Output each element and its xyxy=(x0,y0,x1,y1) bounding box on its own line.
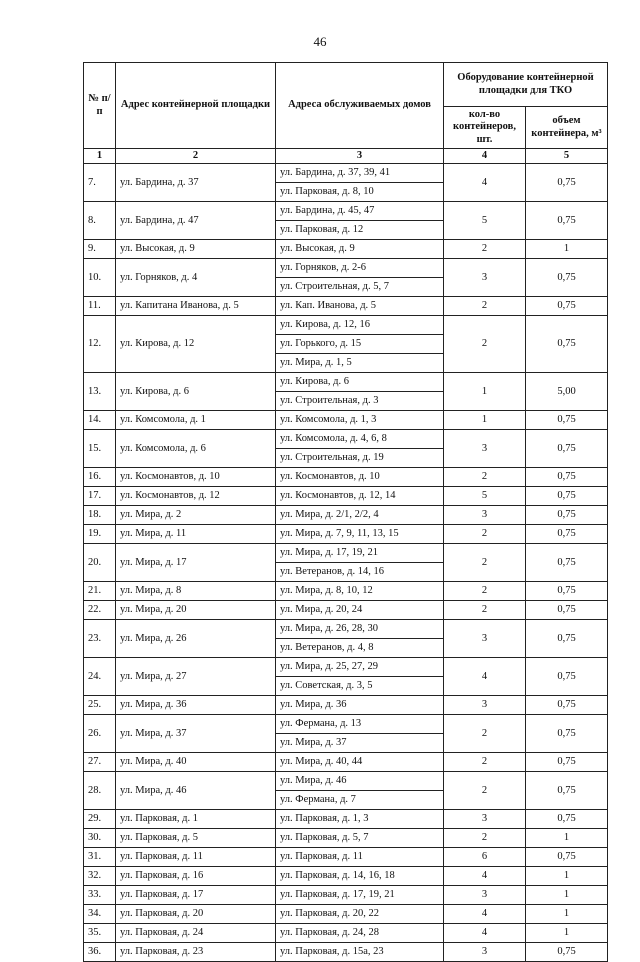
site-address: ул. Мира, д. 2 xyxy=(116,506,276,525)
served-house-line: ул. Парковая, д. 8, 10 xyxy=(280,186,374,197)
served-houses xyxy=(276,506,444,525)
container-volume: 5,00 xyxy=(526,373,608,411)
table-row xyxy=(84,259,608,297)
site-address: ул. Комсомола, д. 6 xyxy=(116,430,276,468)
served-houses xyxy=(276,658,444,696)
index-cell: 4 xyxy=(444,149,526,164)
table-row xyxy=(84,924,608,943)
served-houses xyxy=(276,696,444,715)
row-number: 35. xyxy=(84,924,116,943)
container-count: 5 xyxy=(444,487,526,506)
container-count: 2 xyxy=(444,316,526,373)
container-volume: 0,75 xyxy=(526,202,608,240)
container-volume: 0,75 xyxy=(526,715,608,753)
container-volume: 0,75 xyxy=(526,411,608,430)
container-count: 3 xyxy=(444,620,526,658)
served-house-line: ул. Мира, д. 40, 44 xyxy=(280,756,363,767)
served-house-line: ул. Строительная, д. 5, 7 xyxy=(280,281,389,292)
table-row xyxy=(84,316,608,373)
row-number: 25. xyxy=(84,696,116,715)
container-count: 3 xyxy=(444,430,526,468)
site-address: ул. Бардина, д. 37 xyxy=(116,164,276,202)
served-houses xyxy=(276,886,444,905)
row-number: 7. xyxy=(84,164,116,202)
served-houses xyxy=(276,905,444,924)
container-volume: 0,75 xyxy=(526,772,608,810)
served-houses xyxy=(276,430,444,468)
container-count: 5 xyxy=(444,202,526,240)
column-index-row xyxy=(84,149,608,164)
served-houses xyxy=(276,943,444,962)
table-row xyxy=(84,468,608,487)
served-house-line: ул. Мира, д. 20, 24 xyxy=(280,604,363,615)
served-houses xyxy=(276,753,444,772)
page-number: 46 xyxy=(313,34,327,49)
served-house-line: ул. Космонавтов, д. 10 xyxy=(280,471,380,482)
container-count: 2 xyxy=(444,772,526,810)
served-house-line: ул. Мира, д. 2/1, 2/2, 4 xyxy=(280,509,379,520)
table-row xyxy=(84,373,608,411)
served-house-line: ул. Ветеранов, д. 14, 16 xyxy=(280,566,385,577)
row-number: 30. xyxy=(84,829,116,848)
site-address: ул. Бардина, д. 47 xyxy=(116,202,276,240)
site-address: ул. Кирова, д. 12 xyxy=(116,316,276,373)
container-volume: 0,75 xyxy=(526,582,608,601)
row-number: 21. xyxy=(84,582,116,601)
container-volume: 0,75 xyxy=(526,506,608,525)
row-number: 18. xyxy=(84,506,116,525)
container-count: 4 xyxy=(444,164,526,202)
site-address: ул. Высокая, д. 9 xyxy=(116,240,276,259)
container-sites-table xyxy=(83,62,608,962)
site-address: ул. Комсомола, д. 1 xyxy=(116,411,276,430)
container-count: 1 xyxy=(444,373,526,411)
served-house-line: ул. Горького, д. 15 xyxy=(276,335,443,354)
row-number: 32. xyxy=(84,867,116,886)
table-row xyxy=(84,411,608,430)
row-number: 15. xyxy=(84,430,116,468)
header-equipment: Оборудование контейнерной площадки для ТКО xyxy=(444,63,608,107)
site-address: ул. Парковая, д. 17 xyxy=(116,886,276,905)
container-count: 2 xyxy=(444,829,526,848)
served-house-line: ул. Мира, д. 36 xyxy=(280,699,347,710)
site-address: ул. Капитана Иванова, д. 5 xyxy=(116,297,276,316)
table-row xyxy=(84,202,608,240)
row-number: 29. xyxy=(84,810,116,829)
table-row xyxy=(84,943,608,962)
container-volume: 0,75 xyxy=(526,848,608,867)
served-house-line: ул. Мира, д. 26, 28, 30 xyxy=(276,620,443,639)
served-houses xyxy=(276,411,444,430)
served-houses xyxy=(276,544,444,582)
served-house-line: ул. Мира, д. 46 xyxy=(276,772,443,791)
container-volume: 0,75 xyxy=(526,430,608,468)
table-row xyxy=(84,696,608,715)
table-row xyxy=(84,487,608,506)
row-number: 33. xyxy=(84,886,116,905)
table-row xyxy=(84,810,608,829)
served-house-line: ул. Кирова, д. 6 xyxy=(276,373,443,392)
served-houses xyxy=(276,924,444,943)
site-address: ул. Кирова, д. 6 xyxy=(116,373,276,411)
row-number: 28. xyxy=(84,772,116,810)
container-count: 4 xyxy=(444,905,526,924)
container-volume: 0,75 xyxy=(526,468,608,487)
served-house-line: ул. Мира, д. 37 xyxy=(280,737,347,748)
row-number: 16. xyxy=(84,468,116,487)
site-address: ул. Мира, д. 17 xyxy=(116,544,276,582)
served-houses xyxy=(276,829,444,848)
table-row xyxy=(84,164,608,202)
site-address: ул. Парковая, д. 11 xyxy=(116,848,276,867)
container-volume: 0,75 xyxy=(526,487,608,506)
table-row xyxy=(84,601,608,620)
row-number: 20. xyxy=(84,544,116,582)
site-address: ул. Мира, д. 46 xyxy=(116,772,276,810)
table-row xyxy=(84,506,608,525)
served-house-line: ул. Парковая, д. 1, 3 xyxy=(280,813,369,824)
served-house-line: ул. Фермана, д. 13 xyxy=(276,715,443,734)
container-count: 3 xyxy=(444,259,526,297)
container-count: 2 xyxy=(444,468,526,487)
served-house-line: ул. Горняков, д. 2-6 xyxy=(276,259,443,278)
container-volume: 0,75 xyxy=(526,658,608,696)
container-count: 2 xyxy=(444,601,526,620)
container-count: 4 xyxy=(444,658,526,696)
row-number: 14. xyxy=(84,411,116,430)
served-house-line: ул. Парковая, д. 14, 16, 18 xyxy=(280,870,395,881)
table-row xyxy=(84,658,608,696)
container-volume: 0,75 xyxy=(526,164,608,202)
header-num: № п/ п xyxy=(84,63,116,149)
container-volume: 1 xyxy=(526,829,608,848)
container-volume: 0,75 xyxy=(526,601,608,620)
header-count: кол-во контейнеров, шт. xyxy=(444,107,526,149)
container-volume: 0,75 xyxy=(526,544,608,582)
row-number: 9. xyxy=(84,240,116,259)
header-volume: объем контейнера, м³ xyxy=(526,107,608,149)
table-row xyxy=(84,525,608,544)
served-house-line: ул. Космонавтов, д. 12, 14 xyxy=(280,490,396,501)
served-house-line: ул. Высокая, д. 9 xyxy=(280,243,355,254)
served-houses xyxy=(276,525,444,544)
served-house-line: ул. Парковая, д. 15а, 23 xyxy=(280,946,384,957)
served-house-line: ул. Мира, д. 7, 9, 11, 13, 15 xyxy=(280,528,399,539)
site-address: ул. Мира, д. 8 xyxy=(116,582,276,601)
index-cell: 2 xyxy=(116,149,276,164)
container-count: 3 xyxy=(444,506,526,525)
index-cell: 1 xyxy=(84,149,116,164)
row-number: 27. xyxy=(84,753,116,772)
header-row-1 xyxy=(84,63,608,107)
container-volume: 0,75 xyxy=(526,810,608,829)
served-houses xyxy=(276,487,444,506)
table-row xyxy=(84,582,608,601)
container-count: 2 xyxy=(444,240,526,259)
served-houses xyxy=(276,582,444,601)
served-house-line: ул. Мира, д. 8, 10, 12 xyxy=(280,585,373,596)
site-address: ул. Космонавтов, д. 12 xyxy=(116,487,276,506)
served-house-line: ул. Парковая, д. 5, 7 xyxy=(280,832,369,843)
container-count: 2 xyxy=(444,582,526,601)
container-volume: 0,75 xyxy=(526,259,608,297)
served-house-line: ул. Комсомола, д. 1, 3 xyxy=(280,414,377,425)
container-count: 3 xyxy=(444,810,526,829)
container-count: 2 xyxy=(444,753,526,772)
table-row xyxy=(84,297,608,316)
served-house-line: ул. Ветеранов, д. 4, 8 xyxy=(280,642,374,653)
served-house-line: ул. Парковая, д. 24, 28 xyxy=(280,927,379,938)
container-count: 2 xyxy=(444,544,526,582)
container-count: 3 xyxy=(444,886,526,905)
site-address: ул. Парковая, д. 5 xyxy=(116,829,276,848)
served-house-line: ул. Строительная, д. 3 xyxy=(280,395,379,406)
served-house-line: ул. Бардина, д. 45, 47 xyxy=(276,202,443,221)
container-volume: 1 xyxy=(526,886,608,905)
served-houses xyxy=(276,848,444,867)
served-house-line: ул. Советская, д. 3, 5 xyxy=(280,680,373,691)
row-number: 19. xyxy=(84,525,116,544)
served-house-line: ул. Мира, д. 17, 19, 21 xyxy=(276,544,443,563)
site-address: ул. Космонавтов, д. 10 xyxy=(116,468,276,487)
site-address: ул. Мира, д. 37 xyxy=(116,715,276,753)
row-number: 17. xyxy=(84,487,116,506)
site-address: ул. Мира, д. 20 xyxy=(116,601,276,620)
served-houses xyxy=(276,601,444,620)
served-house-line: ул. Строительная, д. 19 xyxy=(280,452,384,463)
served-houses xyxy=(276,772,444,810)
served-house-line: ул. Мира, д. 1, 5 xyxy=(280,357,352,368)
row-number: 23. xyxy=(84,620,116,658)
served-houses xyxy=(276,810,444,829)
container-volume: 0,75 xyxy=(526,297,608,316)
table-row xyxy=(84,715,608,753)
served-houses xyxy=(276,202,444,240)
served-house-line: ул. Фермана, д. 7 xyxy=(280,794,356,805)
served-houses xyxy=(276,867,444,886)
table-row xyxy=(84,544,608,582)
served-house-line: ул. Парковая, д. 11 xyxy=(280,851,363,862)
index-cell: 5 xyxy=(526,149,608,164)
row-number: 26. xyxy=(84,715,116,753)
served-house-line: ул. Мира, д. 25, 27, 29 xyxy=(276,658,443,677)
container-count: 4 xyxy=(444,924,526,943)
site-address: ул. Парковая, д. 1 xyxy=(116,810,276,829)
table-row xyxy=(84,753,608,772)
row-number: 11. xyxy=(84,297,116,316)
row-number: 36. xyxy=(84,943,116,962)
table-row xyxy=(84,905,608,924)
site-address: ул. Парковая, д. 20 xyxy=(116,905,276,924)
table-row xyxy=(84,867,608,886)
served-houses xyxy=(276,240,444,259)
served-houses xyxy=(276,715,444,753)
container-volume: 0,75 xyxy=(526,525,608,544)
row-number: 31. xyxy=(84,848,116,867)
row-number: 8. xyxy=(84,202,116,240)
header-address: Адрес контейнерной площадки xyxy=(116,63,276,149)
served-house-line: ул. Бардина, д. 37, 39, 41 xyxy=(276,164,443,183)
served-houses xyxy=(276,316,444,373)
site-address: ул. Мира, д. 36 xyxy=(116,696,276,715)
container-volume: 1 xyxy=(526,905,608,924)
container-volume: 1 xyxy=(526,240,608,259)
table-row xyxy=(84,620,608,658)
served-houses xyxy=(276,259,444,297)
site-address: ул. Парковая, д. 23 xyxy=(116,943,276,962)
table-row xyxy=(84,848,608,867)
row-number: 22. xyxy=(84,601,116,620)
row-number: 13. xyxy=(84,373,116,411)
container-count: 2 xyxy=(444,525,526,544)
container-count: 4 xyxy=(444,867,526,886)
served-house-line: ул. Кирова, д. 12, 16 xyxy=(276,316,443,335)
table-row xyxy=(84,886,608,905)
container-count: 3 xyxy=(444,943,526,962)
served-houses xyxy=(276,164,444,202)
site-address: ул. Мира, д. 40 xyxy=(116,753,276,772)
site-address: ул. Горняков, д. 4 xyxy=(116,259,276,297)
site-address: ул. Мира, д. 26 xyxy=(116,620,276,658)
served-house-line: ул. Кап. Иванова, д. 5 xyxy=(280,300,377,311)
header-houses: Адреса обслуживаемых домов xyxy=(276,63,444,149)
site-address: ул. Парковая, д. 24 xyxy=(116,924,276,943)
container-volume: 0,75 xyxy=(526,620,608,658)
table-row xyxy=(84,430,608,468)
served-houses xyxy=(276,620,444,658)
table-body xyxy=(84,164,608,962)
table-row xyxy=(84,240,608,259)
container-volume: 0,75 xyxy=(526,753,608,772)
container-count: 2 xyxy=(444,715,526,753)
row-number: 24. xyxy=(84,658,116,696)
site-address: ул. Парковая, д. 16 xyxy=(116,867,276,886)
served-house-line: ул. Парковая, д. 20, 22 xyxy=(280,908,379,919)
container-volume: 1 xyxy=(526,867,608,886)
row-number: 12. xyxy=(84,316,116,373)
container-volume: 0,75 xyxy=(526,696,608,715)
index-cell: 3 xyxy=(276,149,444,164)
container-volume: 0,75 xyxy=(526,316,608,373)
container-volume: 1 xyxy=(526,924,608,943)
container-count: 3 xyxy=(444,696,526,715)
served-house-line: ул. Парковая, д. 17, 19, 21 xyxy=(280,889,395,900)
container-count: 6 xyxy=(444,848,526,867)
table-row xyxy=(84,772,608,810)
site-address: ул. Мира, д. 27 xyxy=(116,658,276,696)
served-house-line: ул. Комсомола, д. 4, 6, 8 xyxy=(276,430,443,449)
site-address: ул. Мира, д. 11 xyxy=(116,525,276,544)
table-row xyxy=(84,829,608,848)
served-houses xyxy=(276,468,444,487)
row-number: 10. xyxy=(84,259,116,297)
served-houses xyxy=(276,373,444,411)
container-count: 1 xyxy=(444,411,526,430)
row-number: 34. xyxy=(84,905,116,924)
container-volume: 0,75 xyxy=(526,943,608,962)
served-house-line: ул. Парковая, д. 12 xyxy=(280,224,364,235)
container-count: 2 xyxy=(444,297,526,316)
served-houses xyxy=(276,297,444,316)
